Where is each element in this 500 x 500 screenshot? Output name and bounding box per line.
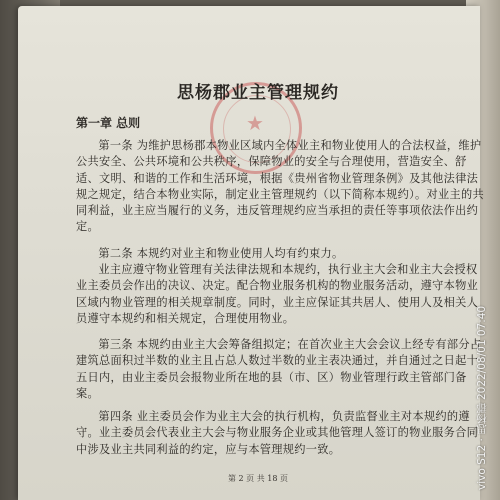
article-1-paragraph: 第一条 为维护思杨郡本物业区域内全体业主和物业使用人的合法权益，维护公共安全、公共环境和公共秩序，保障物业的安全与合理使用，营造安全、舒适、文明、和谐的工作和生活环境，根据《贵州省物业管理条例》及其他法律法规之规定，结合本物业实际，制定业主管理规约（以下简称本规约）。对业主的共同利益，业主应当履行的义务，违反管理规约应当承担的责任等事项依法作出约定。 <box>76 139 484 234</box>
document-title: 思杨郡业主管理规约 <box>177 83 339 103</box>
page-number-footer: 第 2 页 共 18 页 <box>228 474 288 483</box>
article-2-detail-paragraph: 业主应遵守物业管理有关法律法规和本规约，执行业主大会和业主大会授权业主委员会作出的决议、决定。配合物业服务机构的物业服务活动，遵守本物业区域内物业管理的相关规章制度。同时，业主应保证其共居人、使用人及相关人员遵守本规约和相关规定，合理使用物业。 <box>76 263 479 325</box>
star-icon: ★ <box>246 111 264 135</box>
article-3-paragraph: 第三条 本规约由业主大会筹备组拟定；在首次业主大会会议上经专有部分占建筑总面积过半数的业主且占总人数过半数的业主表决通过，并自通过之日起十五日内，由业主委员会报物业所在地的县（市、区）物业管理行政主管部门备案。 <box>76 338 482 400</box>
article-2-paragraph: 第二条 本规约对业主和物业使用人均有约束力。 <box>98 247 344 260</box>
article-4-paragraph: 第四条 业主委员会作为业主大会的执行机构，负责监督业主对本规约的遵守。业主委员会代表业主大会与物业服务企业或其他管理人签订的物业服务合同中涉及业主共同利益的约定，应与本管理规约一致。 <box>76 410 479 456</box>
camera-watermark: vivo S12 · 思杨郡 2022/08/01 07:40 <box>476 305 488 490</box>
chapter-heading: 第一章 总则 <box>76 116 141 130</box>
